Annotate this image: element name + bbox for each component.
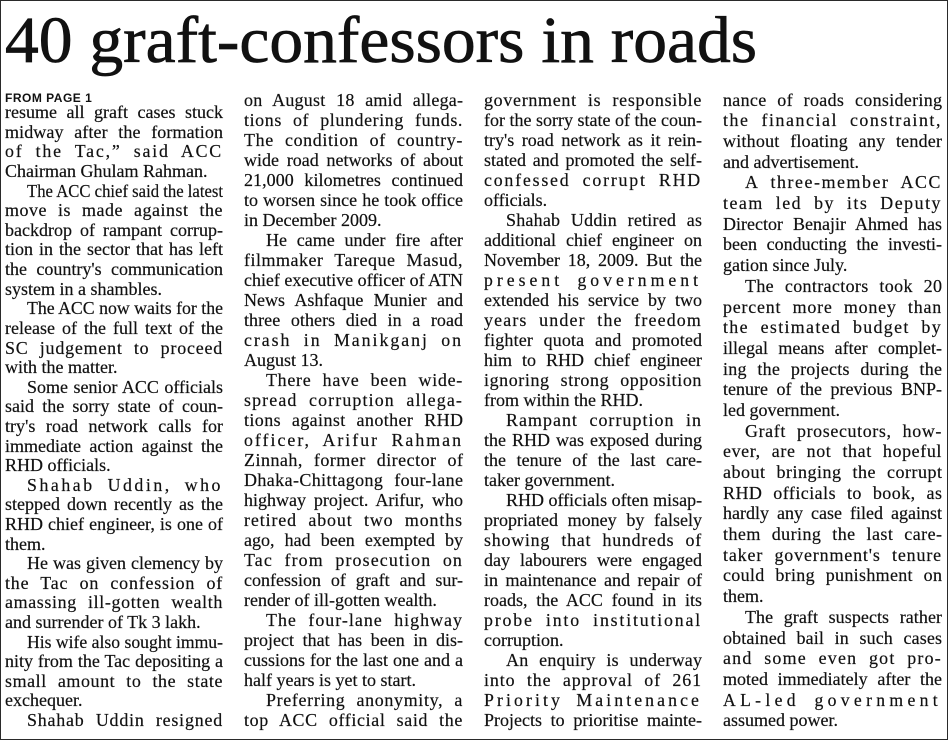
article-line: officials. xyxy=(484,190,548,211)
article-paragraph xyxy=(723,607,942,731)
article-line: move is made against the xyxy=(5,200,224,221)
article-line: confession of graft and sur- xyxy=(244,570,463,591)
article-line: amassing ill-gotten wealth xyxy=(5,592,224,613)
article-line: RHD chief engineer, is one of xyxy=(5,513,223,534)
article-paragraph xyxy=(244,690,463,730)
article-line: corruption. xyxy=(484,630,564,651)
article-line: RHD officials. xyxy=(5,455,111,476)
article-line: the tenure of the last care- xyxy=(484,450,703,471)
article-line: been conducting the investi- xyxy=(723,234,942,255)
article-paragraph xyxy=(5,182,223,300)
article-line: The ACC chief said the latest xyxy=(27,180,223,201)
article-line: illegal means after complet- xyxy=(723,337,942,358)
article-line: on August 18 amid allega- xyxy=(244,90,464,110)
article-line: top ACC official said the xyxy=(244,710,464,731)
article-line: in December 2009. xyxy=(244,210,382,231)
article-line: system in a shambles. xyxy=(5,278,162,299)
article-paragraph xyxy=(723,172,942,275)
article-paragraph xyxy=(5,476,223,554)
article-line: the financial constraint, xyxy=(723,110,942,131)
article-line: RHD officials often misap- xyxy=(506,490,703,511)
article-column xyxy=(484,90,702,731)
article-line: them. xyxy=(723,586,764,607)
article-line: them during the last care- xyxy=(723,524,943,545)
article-line: filmmaker Tareque Masud, xyxy=(244,250,464,271)
article-paragraph xyxy=(723,421,942,607)
article-paragraph xyxy=(244,90,463,230)
article-line: half years is yet to start. xyxy=(244,670,416,691)
article-line: exchequer. xyxy=(5,690,83,711)
article-line: Priority Maintenance xyxy=(484,690,703,711)
article-line: tions against another RHD xyxy=(244,410,464,431)
article-line: day labourers were engaged xyxy=(484,550,702,571)
article-line: SC judgement to proceed xyxy=(5,337,224,358)
article-line: fighter quota and promoted xyxy=(484,330,703,351)
article-line: in maintenance and repair of xyxy=(484,570,702,591)
article-line: three others died in a road xyxy=(244,310,464,331)
article-line: highway project. Arifur, who xyxy=(244,490,463,511)
article-line: gation since July. xyxy=(723,255,848,276)
article-line: probe into institutional xyxy=(484,610,703,631)
article-line: taker government's tenure xyxy=(723,544,942,565)
article-line: The condition of country- xyxy=(244,130,463,151)
article-line: present government xyxy=(484,270,703,291)
article-line: Graft prosecutors, how- xyxy=(745,420,942,441)
article-line: tenure of the previous BNP- xyxy=(723,379,942,400)
article-line: roads, the ACC found in its xyxy=(484,590,702,611)
article-line: Chairman Ghulam Rahman. xyxy=(5,161,208,182)
article-paragraph xyxy=(484,210,702,410)
article-line: try's road network as it rein- xyxy=(484,130,702,151)
article-line: A three-member ACC xyxy=(745,172,943,193)
article-line: Shahab Uddin resigned xyxy=(27,710,224,731)
article-paragraph xyxy=(484,490,702,650)
article-paragraph xyxy=(5,299,223,377)
article-line: November 18, 2009. But the xyxy=(484,250,702,271)
article-paragraph xyxy=(5,711,223,731)
article-line: The four-lane highway xyxy=(266,610,464,631)
article-line: RHD officials to book, as xyxy=(723,482,943,503)
article-line: hardly any case filed against xyxy=(723,503,942,524)
article-line: of the Tac,” said ACC xyxy=(5,141,223,162)
article-column xyxy=(5,103,223,731)
article-line: led government. xyxy=(723,399,840,420)
article-line: backdrop of rampant corrup- xyxy=(5,219,223,240)
article-line: ignoring strong opposition xyxy=(484,370,703,391)
article-line: ever, are not that hopeful xyxy=(723,441,943,462)
article-line: Shahab Uddin retired as xyxy=(506,210,703,231)
article-line: His wife also sought immu- xyxy=(27,631,223,652)
jump-label: FROM PAGE 1 xyxy=(5,91,93,105)
article-paragraph xyxy=(484,650,702,730)
article-line: the estimated budget by xyxy=(723,317,942,338)
article-line: render of ill-gotten wealth. xyxy=(244,590,437,611)
article-line: There have been wide- xyxy=(266,370,464,391)
article-line: The ACC now waits for the xyxy=(27,298,224,319)
article-paragraph xyxy=(5,554,223,632)
article-line: wide road networks of about xyxy=(244,150,463,171)
article-line: resume all graft cases stuck xyxy=(5,102,223,123)
article-line: with the matter. xyxy=(5,357,118,378)
article-line: August 13. xyxy=(244,350,324,371)
article-line: government is responsible xyxy=(484,90,702,110)
article-line: percent more money than xyxy=(723,296,943,317)
article-line: propriated money by falsely xyxy=(484,510,702,531)
article-line: Shahab Uddin, who xyxy=(27,474,223,495)
article-line: retired about two months xyxy=(244,510,463,531)
article-paragraph xyxy=(484,90,702,210)
article-line: stepped down recently as the xyxy=(5,494,223,515)
article-line: Tac from prosecution on xyxy=(244,550,463,571)
article-line: and advertisement. xyxy=(723,151,859,172)
article-line: Zinnah, former director of xyxy=(244,450,464,471)
article-line: cussions for the last one and a xyxy=(244,650,463,671)
article-line: He came under fire after xyxy=(266,230,463,251)
article-line: spread corruption allega- xyxy=(244,390,463,411)
article-paragraph xyxy=(484,410,702,490)
article-paragraph xyxy=(5,633,223,711)
article-line: ago, had been exempted by xyxy=(244,530,463,551)
article-line: chief executive officer of ATN xyxy=(244,270,464,291)
article-line: Some senior ACC officials xyxy=(27,376,223,397)
article-paragraph xyxy=(723,276,942,421)
article-line: Rampant corruption in xyxy=(506,410,702,431)
article-line: crash in Manikganj on xyxy=(244,330,463,351)
article-paragraph xyxy=(244,230,463,370)
article-line: nity from the Tac depositing a xyxy=(5,651,223,672)
article-line: confessed corrupt RHD xyxy=(484,170,702,191)
article-line: the RHD was exposed during xyxy=(484,430,702,451)
article-line: showing that hundreds of xyxy=(484,530,702,551)
article-line: and some even got pro- xyxy=(723,648,942,669)
article-line: tions of plundering funds. xyxy=(244,110,464,131)
article-line: moted immediately after the xyxy=(723,668,942,689)
article-line: taker government. xyxy=(484,470,615,491)
article-paragraph xyxy=(244,370,463,610)
article-line: them. xyxy=(5,533,46,554)
article-line: nance of roads considering xyxy=(723,89,943,110)
article-line: immediate action against the xyxy=(5,435,223,456)
article-line: extended his service by two xyxy=(484,290,702,311)
article-line: small amount to the state xyxy=(5,670,224,691)
article-line: News Ashfaque Munier and xyxy=(244,290,463,311)
article-line: from within the RHD. xyxy=(484,390,643,411)
article-line: him to RHD chief engineer xyxy=(484,350,702,371)
article-line: ing the projects during the xyxy=(723,358,943,379)
article-line: assumed power. xyxy=(723,710,838,731)
article-line: could bring punishment on xyxy=(723,565,943,586)
article-line: An enquiry is underway xyxy=(506,650,703,671)
article-line: project that has been in dis- xyxy=(244,630,463,651)
article-line: Projects to prioritise mainte- xyxy=(484,710,702,731)
article-line: for the sorry state of the coun- xyxy=(484,110,702,131)
article-line: The contractors took 20 xyxy=(745,275,943,296)
article-paragraph xyxy=(723,90,942,173)
article-line: stated and promoted the self- xyxy=(484,150,702,171)
article-line: said the sorry state of coun- xyxy=(5,396,223,417)
article-column xyxy=(244,90,463,731)
article-line: midway after the formation xyxy=(5,121,224,142)
article-line: Director Benajir Ahmed has xyxy=(723,213,942,234)
article-paragraph xyxy=(5,378,223,476)
article-line: Preferring anonymity, a xyxy=(266,690,463,711)
article-line: obtained bail in such cases xyxy=(723,627,943,648)
article-line: release of the full text of the xyxy=(5,317,223,338)
article-line: He was given clemency by xyxy=(27,553,223,574)
article-line: tion in the sector that has left xyxy=(5,239,223,260)
article-line: years under the freedom xyxy=(484,310,703,331)
article-line: officer, Arifur Rahman xyxy=(244,430,463,451)
article-line: into the approval of 261 xyxy=(484,670,703,691)
article-column xyxy=(723,90,942,731)
article-paragraph xyxy=(244,610,463,690)
article-line: without floating any tender xyxy=(723,131,943,152)
article-line: the Tac on confession of xyxy=(5,572,224,593)
article-line: to worsen since he took office xyxy=(244,190,463,211)
article-line: and surrender of Tk 3 lakh. xyxy=(5,612,201,633)
article-line: AL-led government xyxy=(723,689,942,710)
article-line: the country's communication xyxy=(5,259,223,280)
article-line: try's road network calls for xyxy=(5,415,224,436)
headline: 40 graft-confessors in roads xyxy=(5,4,758,77)
article-line: The graft suspects rather xyxy=(745,606,943,627)
article-line: about bringing the corrupt xyxy=(723,462,943,483)
article-paragraph xyxy=(5,103,223,181)
article-line: Dhaka-Chittagong four-lane xyxy=(244,470,464,491)
article-line: additional chief engineer on xyxy=(484,230,702,251)
article-line: team led by its Deputy xyxy=(723,193,943,214)
article-line: 21,000 kilometres continued xyxy=(244,170,464,191)
